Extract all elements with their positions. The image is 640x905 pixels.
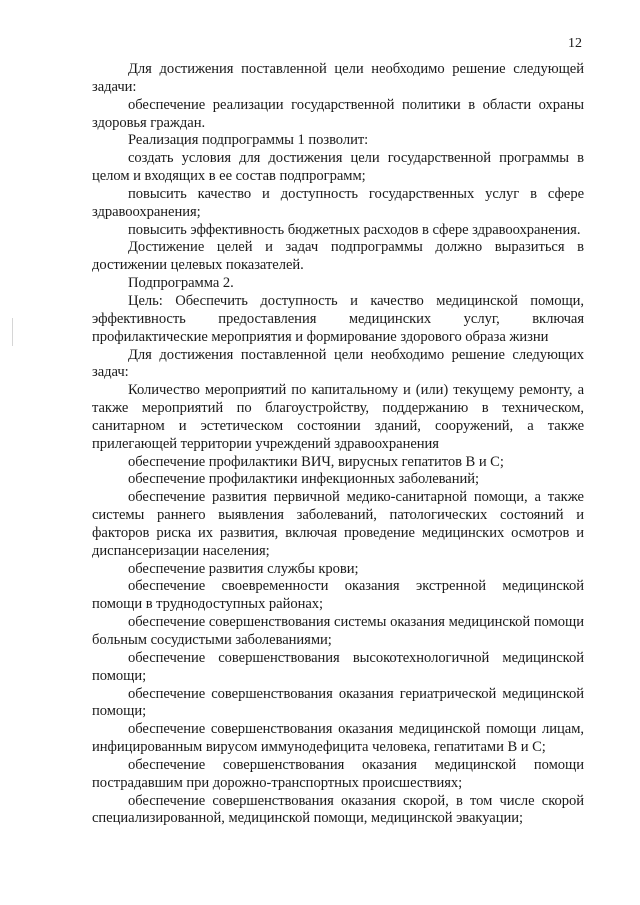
page-number: 12 xyxy=(568,36,582,51)
paragraph: повысить эффективность бюджетных расходов в сфере здравоохранения. xyxy=(128,221,581,238)
paragraph: обеспечение профилактики инфекционных заболеваний; xyxy=(128,471,480,488)
subprogram-heading: Подпрограмма 2. xyxy=(128,275,234,292)
paragraph: обеспечение реализации государственной политики в области охраны здоровья граждан. xyxy=(92,96,584,131)
paragraph: обеспечение совершенствования оказания медицинской помощи пострадавшим при дорожно-транспортных происшествиях; xyxy=(92,756,584,791)
paragraph: Реализация подпрограммы 1 позволит: xyxy=(128,132,369,149)
paragraph: Для достижения поставленной цели необходимо решение следующей задачи: xyxy=(92,61,584,95)
paragraph: Цель: Обеспечить доступность и качество медицинской помощи, эффективность предоставления медицинских услуг, включая профилактические мероприятия и формирование здорового образа жизни xyxy=(92,292,584,345)
paragraph: Для достижения поставленной цели необходимо решение следующих задач: xyxy=(92,346,584,381)
paragraph: обеспечение развития первичной медико-санитарной помощи, а также системы раннего выявления заболеваний, патологических состояний и факторов риска их развития, включая проведение медицинских осмотров и диспансеризации населения; xyxy=(92,489,584,559)
paragraph: обеспечение развития службы крови; xyxy=(128,560,359,577)
paragraph: Количество мероприятий по капитальному и (или) текущему ремонту, а также мероприятий по благоустройству, поддержанию в техническом, санитарном и эстетическом состоянии зданий, сооружений, а также прилегающей территории учреждений здравоохранения xyxy=(92,382,584,452)
paragraph: создать условия для достижения цели государственной программы в целом и входящих в ее состав подпрограмм; xyxy=(92,150,584,185)
paragraph: обеспечение совершенствования оказания скорой, в том числе скорой специализированной, медицинской помощи, медицинской эвакуации; xyxy=(92,792,584,827)
paragraph: обеспечение совершенствования оказания медицинской помощи лицам, инфицированным вирусом иммунодефицита человека, гепатитами В и С; xyxy=(92,721,584,756)
paragraph: повысить качество и доступность государственных услуг в сфере здравоохранения; xyxy=(92,185,584,220)
paragraph: обеспечение совершенствования системы оказания медицинской помощи больным сосудистыми заболеваниями; xyxy=(92,614,584,648)
body-text xyxy=(92,61,584,828)
paragraph: обеспечение профилактики ВИЧ, вирусных гепатитов В и С; xyxy=(128,453,504,470)
paragraph: обеспечение совершенствования оказания гериатрической медицинской помощи; xyxy=(92,685,584,720)
paragraph: Достижение целей и задач подпрограммы должно выразиться в достижении целевых показателей. xyxy=(92,239,584,274)
paragraph: обеспечение своевременности оказания экстренной медицинской помощи в труднодоступных районах; xyxy=(92,578,584,613)
paragraph: обеспечение совершенствования высокотехнологичной медицинской помощи; xyxy=(92,649,584,684)
scan-margin-mark xyxy=(12,318,13,346)
